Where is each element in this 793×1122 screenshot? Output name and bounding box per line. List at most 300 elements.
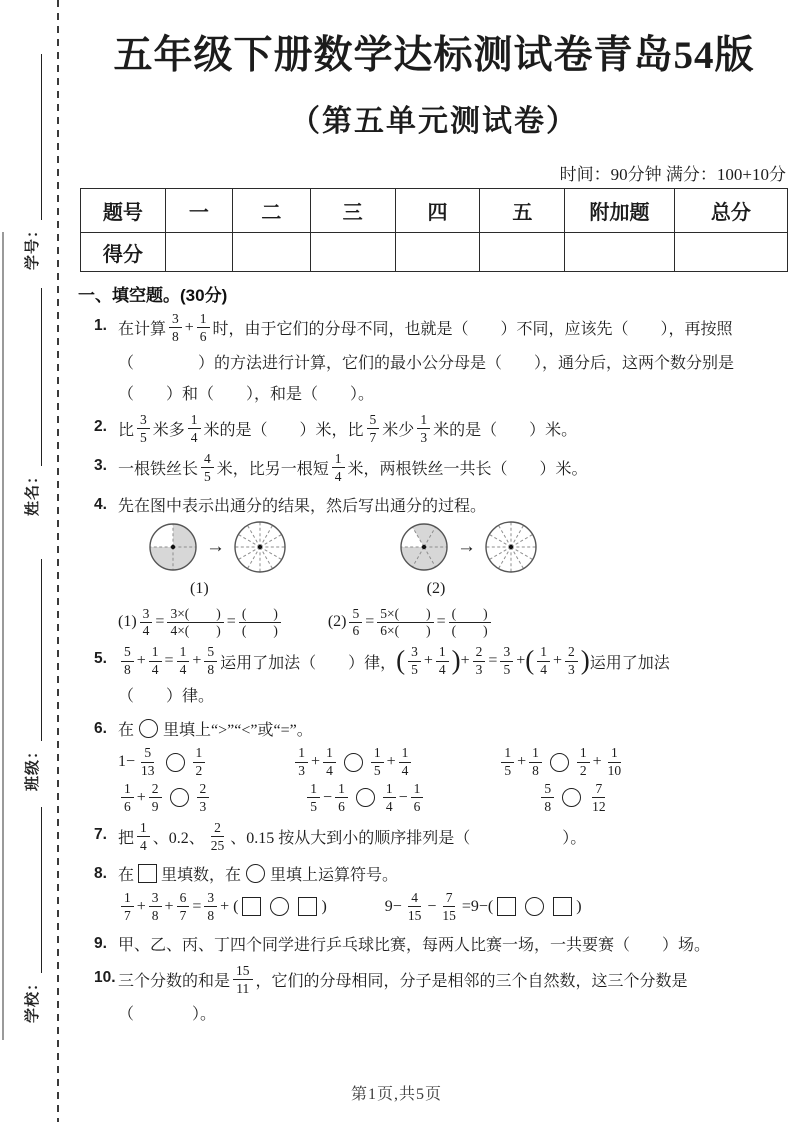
score-table-header-cell: 一 <box>165 189 232 233</box>
fill-circle-icon <box>166 753 185 772</box>
numerator: 1 <box>537 644 550 661</box>
fraction <box>529 745 542 779</box>
denominator: 5 <box>310 798 318 814</box>
text: ，它们的分母相同，分子是相邻的三个自然数，这三个分数是 <box>255 973 688 991</box>
denominator: 8 <box>172 328 179 344</box>
denominator: 5 <box>411 662 418 678</box>
text: 在计算 <box>118 321 167 339</box>
text: 时，由于它们的分母不同，也就是（ ）不同，应该先（ ），再按照 <box>212 321 733 339</box>
denominator: 3 <box>199 798 207 814</box>
text: 里填上“>”“<”或“=”。 <box>163 722 313 740</box>
text: + <box>516 652 526 670</box>
question-line <box>118 574 788 605</box>
fraction <box>121 781 134 815</box>
fraction <box>473 644 486 678</box>
denominator: 8 <box>151 907 159 923</box>
question-line <box>118 713 788 744</box>
question-5 <box>94 643 788 710</box>
text: − <box>427 897 437 915</box>
sidebar-field-student-id <box>18 54 42 270</box>
numerator: 6 <box>177 890 190 907</box>
text: + ( <box>220 897 239 915</box>
denominator: 2 <box>579 763 587 779</box>
numerator: 1 <box>197 311 210 328</box>
denominator: 8 <box>124 662 131 678</box>
numerator: 2 <box>197 781 210 798</box>
question-line <box>118 744 788 780</box>
denominator: 5 <box>503 662 511 678</box>
numerator: 1 <box>577 745 590 762</box>
arrow-icon: → <box>457 535 476 557</box>
numerator: 1 <box>383 781 396 798</box>
text: + <box>311 753 321 771</box>
fraction <box>204 644 217 678</box>
question-7 <box>94 819 788 855</box>
text: + <box>136 652 146 670</box>
fraction <box>323 745 336 779</box>
score-cell <box>674 233 787 272</box>
numerator: 1 <box>436 644 449 661</box>
fill-circle-icon <box>525 897 544 916</box>
fill-circle-icon <box>344 753 363 772</box>
text: + <box>460 652 470 670</box>
denominator: ( ) <box>241 623 278 639</box>
fraction <box>239 606 281 640</box>
fraction <box>149 890 162 924</box>
numerator: 1 <box>371 745 384 762</box>
numerator: 1 <box>177 644 190 661</box>
fraction <box>197 311 210 345</box>
fraction <box>169 311 182 345</box>
fraction <box>565 644 578 678</box>
fraction <box>295 745 308 779</box>
score-cell <box>310 233 395 272</box>
text: + <box>386 753 396 771</box>
denominator: 4 <box>140 837 147 853</box>
denominator: 8 <box>532 763 539 779</box>
fill-circle-icon <box>550 753 569 772</box>
question-2 <box>94 411 788 447</box>
text: 米，两根铁丝一共长（ ）米。 <box>347 461 588 479</box>
fraction <box>605 745 625 779</box>
text: ）。 <box>562 830 587 848</box>
fraction <box>188 412 201 446</box>
denominator: 4 <box>401 763 409 779</box>
score-cell <box>480 233 565 272</box>
denominator: 2 <box>195 763 203 779</box>
question-line <box>118 489 788 520</box>
school-write-line <box>36 807 42 973</box>
sidebar-field-name <box>18 288 42 516</box>
page-footer: 第1页,共5页 <box>350 1086 442 1103</box>
paper-title: 五年级下册数学达标测试卷青岛54版 <box>113 34 755 77</box>
numerator: 1 <box>501 745 514 762</box>
numerator: 1 <box>121 781 134 798</box>
fraction <box>501 745 514 779</box>
numerator: 2 <box>565 644 578 661</box>
text: (1) <box>190 580 209 598</box>
numerator: 1 <box>399 745 412 762</box>
text: ) <box>321 897 327 915</box>
score-table <box>80 188 788 272</box>
question-body <box>118 713 788 816</box>
exam-meta: 时间：90分钟 满分：100+10分 <box>559 165 786 184</box>
score-table-header-row <box>81 189 788 233</box>
numerator: 4 <box>201 451 214 468</box>
fraction <box>349 606 362 640</box>
text: ）。 <box>192 1006 217 1024</box>
pie-diagram <box>233 520 287 574</box>
numerator: 1 <box>149 644 162 661</box>
fill-circle-icon <box>270 897 289 916</box>
text: = <box>155 613 165 631</box>
question-line <box>118 780 788 816</box>
questions-list <box>80 310 788 1028</box>
score-table-header-cell: 四 <box>395 189 480 233</box>
section-heading: 一、填空题。(30分) <box>78 286 228 305</box>
denominator: 5 <box>504 763 512 779</box>
fraction <box>204 890 217 924</box>
numerator: 7 <box>592 781 605 798</box>
score-table-header-cell: 三 <box>310 189 395 233</box>
text: 1− <box>118 753 136 771</box>
question-number: 8. <box>94 864 107 882</box>
open-paren: ( <box>396 644 406 675</box>
text: （ ）和（ ），和是（ ）。 <box>118 385 375 403</box>
text: 米，比另一根短 <box>216 461 329 479</box>
denominator: 6 <box>124 798 131 814</box>
score-table-header-cell: 五 <box>480 189 565 233</box>
fraction <box>439 890 459 924</box>
question-body <box>118 450 788 486</box>
denominator: 4 <box>438 662 446 678</box>
question-number: 1. <box>94 317 107 334</box>
question-line <box>118 450 788 486</box>
text: + <box>517 753 527 771</box>
school-label: 学校： <box>24 974 41 1023</box>
numerator: 5 <box>541 781 554 798</box>
numerator: 3 <box>169 311 182 328</box>
denominator: 3 <box>420 429 428 445</box>
denominator: 4 <box>334 468 342 484</box>
fill-circle-icon <box>356 788 375 807</box>
numerator: 1 <box>529 745 542 762</box>
sidebar-field-class <box>18 559 42 791</box>
score-table-header-cell: 题号 <box>81 189 166 233</box>
text: + <box>552 652 563 670</box>
numerator: 3 <box>137 412 150 429</box>
fraction <box>449 606 491 640</box>
question-body <box>118 411 788 447</box>
question-number: 10. <box>94 968 116 986</box>
numerator: 1 <box>188 412 201 429</box>
text: 米多 <box>152 422 185 440</box>
pie-diagram <box>148 522 198 572</box>
score-cell <box>565 233 675 272</box>
question-9 <box>94 928 788 959</box>
class-write-line <box>36 559 42 741</box>
denominator: 6 <box>338 798 345 814</box>
question-number: 6. <box>94 720 107 738</box>
text: + <box>164 897 174 915</box>
fraction <box>500 644 513 678</box>
text: 在 <box>118 866 135 884</box>
fraction <box>332 451 345 485</box>
question-3 <box>94 450 788 486</box>
denominator: 7 <box>124 907 131 923</box>
question-line <box>118 520 788 574</box>
denominator: 4 <box>151 662 159 678</box>
numerator: 3 <box>140 606 153 623</box>
numerator: 3×( ) <box>167 606 223 623</box>
fraction <box>177 890 190 924</box>
denominator: 6 <box>413 798 421 814</box>
denominator: 4 <box>540 662 547 678</box>
score-table-header-cell: 二 <box>232 189 310 233</box>
numerator: 5 <box>349 606 362 623</box>
text: + <box>592 753 602 771</box>
denominator: 9 <box>151 798 159 814</box>
fraction <box>233 963 253 997</box>
question-line <box>118 858 788 889</box>
student-id-label: 学号： <box>24 221 41 270</box>
fraction <box>138 745 158 779</box>
numerator: ( ) <box>239 606 281 623</box>
fraction <box>383 781 396 815</box>
fraction <box>201 451 214 485</box>
numerator: 7 <box>443 890 456 907</box>
numerator: 2 <box>149 781 162 798</box>
text: 9− <box>384 897 402 915</box>
fill-circle-icon <box>246 864 265 883</box>
text: + <box>136 788 146 806</box>
fraction <box>589 781 609 815</box>
fill-box-icon <box>138 864 157 883</box>
question-line <box>118 997 788 1028</box>
denominator: 8 <box>207 907 215 923</box>
score-table-header-cell: 附加题 <box>565 189 675 233</box>
numerator: 5 <box>367 412 380 429</box>
denominator: 4 <box>326 763 333 779</box>
denominator: 6×( ) <box>380 623 431 639</box>
denominator: 5 <box>373 763 381 779</box>
question-body <box>118 928 788 959</box>
numerator: 1 <box>193 745 206 762</box>
score-table-score-row <box>81 233 788 272</box>
fraction <box>436 644 449 678</box>
text: = <box>164 652 174 670</box>
denominator: 6 <box>199 328 207 344</box>
text: (2) <box>327 613 347 631</box>
name-label: 姓名： <box>24 467 41 516</box>
fraction <box>537 644 550 678</box>
numerator: 4 <box>408 890 421 907</box>
denominator: 4 <box>190 429 198 445</box>
text: 里填数，在 <box>161 866 242 884</box>
question-body <box>118 962 788 1029</box>
question-number: 2. <box>94 417 107 435</box>
text: = <box>226 613 236 631</box>
numerator: 5 <box>204 644 217 661</box>
fill-circle-icon <box>139 719 158 738</box>
text: 、0.2、 <box>152 830 205 848</box>
denominator: 3 <box>298 763 306 779</box>
fraction <box>140 606 153 640</box>
text: + <box>136 897 146 915</box>
denominator: 6 <box>352 623 360 639</box>
paper-subtitle: （第五单元测试卷） <box>290 105 578 138</box>
question-6 <box>94 713 788 816</box>
fraction <box>541 781 554 815</box>
sidebar-field-school <box>18 807 42 1023</box>
question-line <box>118 346 788 377</box>
denominator: 15 <box>442 907 456 923</box>
score-table-header-cell: 总分 <box>674 189 787 233</box>
numerator: 1 <box>335 781 348 798</box>
arrow-icon: → <box>206 535 225 557</box>
denominator: 3 <box>568 662 575 678</box>
numerator: 1 <box>608 745 621 762</box>
text: + <box>184 318 194 336</box>
fraction <box>411 781 424 815</box>
fill-box-icon <box>497 897 516 916</box>
fraction <box>193 745 206 779</box>
score-cell <box>165 233 232 272</box>
question-body <box>118 489 788 641</box>
question-4 <box>94 489 788 641</box>
denominator: 5 <box>140 429 147 445</box>
text: 先在图中表示出通分的结果，然后写出通分的过程。 <box>118 497 487 515</box>
fraction <box>121 890 134 924</box>
denominator: ( ) <box>451 623 488 639</box>
text: = <box>192 897 202 915</box>
text: 里填上运算符号。 <box>270 866 399 884</box>
text: − <box>398 788 408 806</box>
text: 运用了加法（ ）律， <box>220 654 397 672</box>
denominator: 4×( ) <box>170 623 221 639</box>
fraction <box>307 781 320 815</box>
denominator: 10 <box>607 763 622 779</box>
numerator: 1 <box>417 412 430 429</box>
fraction <box>137 820 150 854</box>
numerator: 3 <box>408 644 421 661</box>
denominator: 25 <box>210 837 225 853</box>
question-8 <box>94 858 788 925</box>
fraction <box>405 890 425 924</box>
numerator: 3 <box>204 890 217 907</box>
numerator: 15 <box>233 963 253 980</box>
question-number: 9. <box>94 934 107 952</box>
fill-box-icon <box>553 897 572 916</box>
fraction <box>167 606 223 640</box>
text: − <box>323 788 333 806</box>
text: 把 <box>118 830 135 848</box>
denominator: 4 <box>385 798 393 814</box>
denominator: 8 <box>207 662 215 678</box>
numerator: 5 <box>121 644 134 661</box>
text: （ <box>118 1006 135 1024</box>
question-number: 5. <box>94 650 107 668</box>
scan-edge-line <box>2 232 4 1040</box>
close-paren: ) <box>451 644 461 675</box>
text: （ ）的方法进行计算，它们的最小公分母是（ ），通分后，这两个数分别是 <box>118 354 735 372</box>
score-cell <box>395 233 480 272</box>
question-number: 7. <box>94 825 107 843</box>
name-write-line <box>36 288 42 466</box>
text: (1) <box>118 613 137 631</box>
question-line <box>118 928 788 959</box>
paper-main <box>80 0 788 1031</box>
question-line <box>118 643 788 679</box>
question-line <box>118 679 788 710</box>
text: （ ）律。 <box>118 688 215 706</box>
score-row-label: 得分 <box>81 233 166 272</box>
text: 米的是（ ）米。 <box>433 422 578 440</box>
question-line <box>118 889 788 925</box>
text: 在 <box>118 722 135 740</box>
text: 米的是（ ）米，比 <box>203 422 364 440</box>
text: = <box>365 613 375 631</box>
fraction <box>371 745 384 779</box>
open-paren: ( <box>525 644 535 675</box>
fill-box-icon <box>242 897 261 916</box>
numerator: 2 <box>211 820 224 837</box>
text: 三个分数的和是 <box>118 973 231 991</box>
text: = <box>436 613 446 631</box>
denominator: 7 <box>369 429 377 445</box>
fraction <box>367 412 380 446</box>
denominator: 7 <box>179 907 187 923</box>
student-id-write-line <box>36 54 42 220</box>
denominator: 13 <box>141 763 155 779</box>
fill-circle-icon <box>170 788 189 807</box>
dashed-fold-line <box>57 0 59 1122</box>
numerator: 1 <box>307 781 320 798</box>
question-line <box>118 411 788 447</box>
numerator: 3 <box>149 890 162 907</box>
question-line <box>118 605 788 641</box>
question-line <box>118 310 788 346</box>
denominator: 4 <box>142 623 150 639</box>
question-line <box>118 819 788 855</box>
question-number: 4. <box>94 495 107 513</box>
numerator: ( ) <box>449 606 491 623</box>
question-1 <box>94 310 788 408</box>
fraction <box>121 644 134 678</box>
denominator: 8 <box>544 798 552 814</box>
text: 甲、乙、丙、丁四个同学进行乒乓球比赛，每两人比赛一场，一共要赛（ ）场。 <box>118 936 711 954</box>
fraction <box>399 745 412 779</box>
fraction <box>335 781 348 815</box>
fraction <box>408 644 421 678</box>
fraction <box>137 412 150 446</box>
pie-diagram <box>484 520 538 574</box>
denominator: 15 <box>407 907 422 923</box>
close-paren: ) <box>580 644 590 675</box>
text: 运用了加法 <box>589 654 670 672</box>
denominator: 11 <box>236 980 250 996</box>
question-body <box>118 310 788 408</box>
fraction <box>197 781 210 815</box>
numerator: 1 <box>332 451 345 468</box>
text: + <box>423 652 433 670</box>
numerator: 5 <box>141 745 154 762</box>
fraction <box>208 820 228 854</box>
text: 、0.15 按从大到小的顺序排列是（ <box>230 830 471 848</box>
numerator: 1 <box>411 781 424 798</box>
text: 米少 <box>382 422 415 440</box>
question-line <box>118 962 788 998</box>
